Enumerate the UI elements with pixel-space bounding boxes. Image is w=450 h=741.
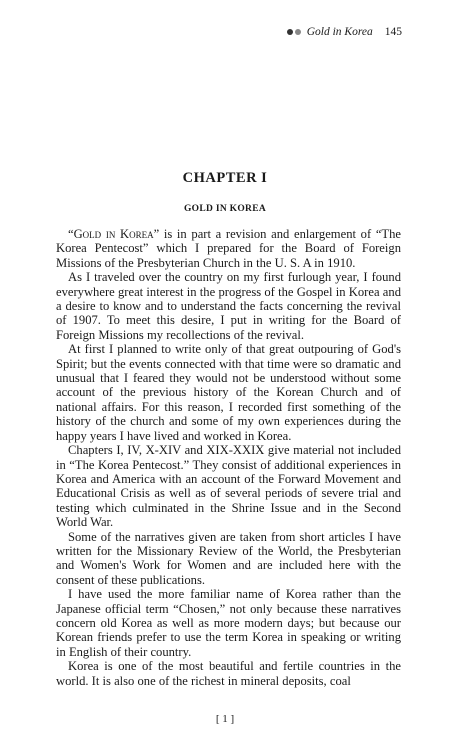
body-text: [56, 227, 401, 688]
paragraph: [56, 587, 401, 659]
paragraph-text: Some of the narratives given are taken from short articles I have written for the Missionary Review of the World, the Presbyterian and Women's Work for Women and are included here with the consent of these publications.: [56, 529, 401, 587]
paragraph-text: Chapters I, IV, X-XIV and XIX-XXIX give material not included in “The Korea Pentecost.” They consist of additional experiences in Korea and America with an account of the Forward Movement and Educational Crisis as well as of several periods of severe trial and testing which culminated in the Shrine Issue and in the Second World War.: [56, 443, 401, 530]
paragraph: [56, 342, 401, 443]
paragraph: [56, 659, 401, 688]
paragraph: [56, 530, 401, 588]
ornament-dot: [295, 29, 301, 35]
page-number: 145: [384, 26, 402, 38]
running-head: [287, 26, 402, 38]
section-heading: GOLD IN KOREA: [183, 204, 267, 214]
running-head-title: Gold in Korea: [306, 26, 373, 38]
paragraph: [56, 270, 401, 342]
paragraph-text: is in part a revision and enlargement of “The Korea Pentecost” which I prepared for the Board of Foreign Missions of the Presbyterian Church in the U. S. A in 1910.: [56, 227, 401, 270]
paragraph-text: At first I planned to write only of that great outpouring of God's Spirit; but the events connected with that time were so dramatic and unusual that I feared they would not be understood without some account of the previous history of the Korean Church and of national affairs. For this reason, I recorded first something of the history of the church and some of my own experiences during the happy years I have lived and worked in Korea.: [56, 342, 401, 443]
paragraph-text: Korea is one of the most beautiful and fertile countries in the world. It is also one of the richest in mineral deposits, coal: [56, 659, 401, 688]
ornament-dot: [287, 29, 293, 35]
folio: [ 1 ]: [215, 713, 235, 725]
paragraph-text: As I traveled over the country on my first furlough year, I found everywhere great interest in the progress of the Gospel in Korea and a desire to know and to understand the facts concerning the revival of 1907. To meet this desire, I put in writing for the Board of Foreign Missions my recollections of the revival.: [56, 270, 401, 342]
paragraph: [56, 443, 401, 529]
ornament-icon: [287, 29, 301, 35]
paragraph-lead: “Gold in Korea”: [68, 227, 160, 241]
paragraph: [56, 227, 401, 270]
paragraph-text: I have used the more familiar name of Korea rather than the Japanese official term “Chosen,” not only because these narratives concern old Korea as well as more modern days; but because our Korean friends prefer to use the term Korea in speaking or writing in English of their country.: [56, 587, 401, 659]
chapter-heading: CHAPTER I: [182, 170, 268, 186]
